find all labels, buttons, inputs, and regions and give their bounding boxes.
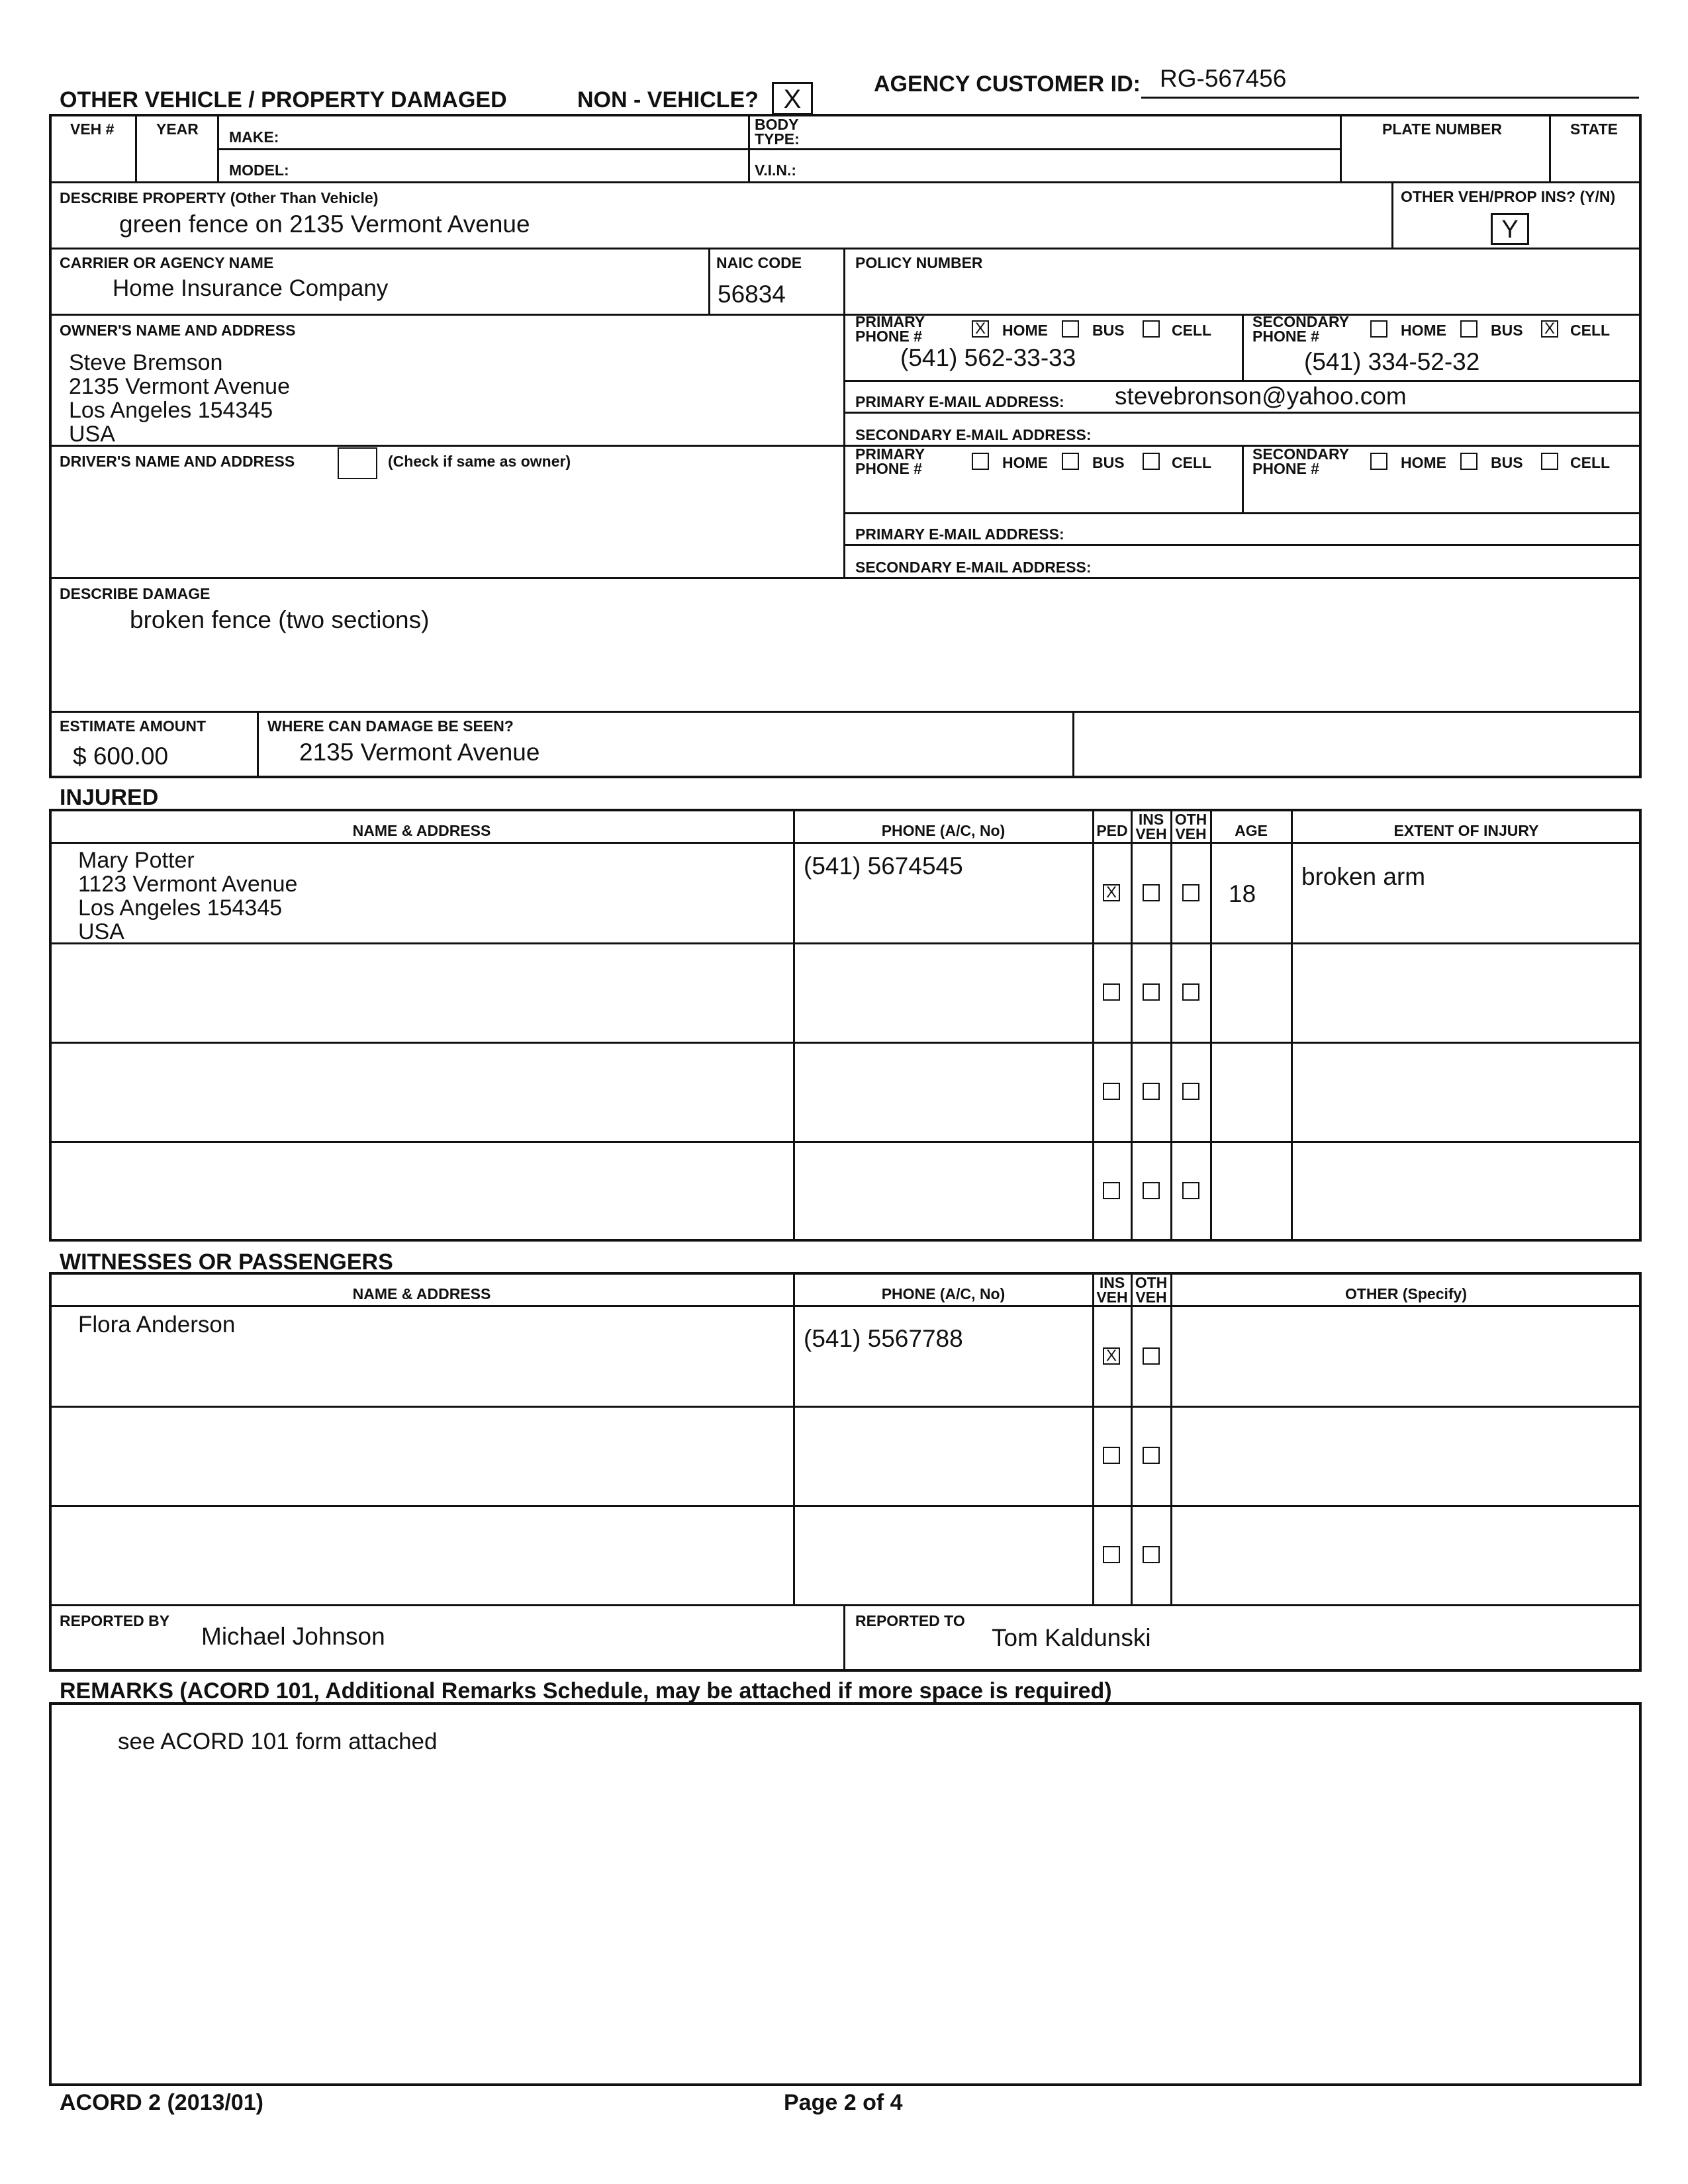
section-title: OTHER VEHICLE / PROPERTY DAMAGED (60, 87, 507, 113)
witnesses-col-other: OTHER (Specify) (1344, 1285, 1468, 1302)
injured-row-4-ped-checkbox[interactable] (1103, 1182, 1120, 1199)
remarks-value[interactable]: see ACORD 101 form attached (118, 1729, 438, 1754)
driver-primary-bus-checkbox[interactable] (1062, 453, 1079, 470)
divider (1072, 712, 1074, 777)
driver-primary-phone-label: PRIMARY PHONE # (855, 445, 925, 477)
other-ins-box[interactable]: Y (1491, 213, 1529, 245)
owner-secondary-bus-checkbox[interactable] (1460, 320, 1477, 338)
divider (1291, 810, 1293, 1240)
owner-primary-email-label: PRIMARY E-MAIL ADDRESS: (855, 393, 1064, 410)
injured-row-2-ped-checkbox[interactable] (1103, 983, 1120, 1001)
witnesses-col-ins-veh: INS VEH (1096, 1274, 1128, 1306)
divider (50, 248, 1640, 250)
divider (843, 249, 845, 445)
witness-row-1-name[interactable]: Flora Anderson (78, 1312, 236, 1338)
agency-id-value[interactable]: RG-567456 (1160, 65, 1287, 92)
divider (50, 842, 1640, 844)
divider (50, 1305, 1640, 1307)
home-label: HOME (1002, 322, 1048, 339)
divider (135, 115, 137, 181)
driver-secondary-home-checkbox[interactable] (1370, 453, 1387, 470)
divider (218, 148, 1340, 150)
driver-primary-email-label: PRIMARY E-MAIL ADDRESS: (855, 525, 1064, 543)
owner-primary-cell-checkbox[interactable] (1143, 320, 1160, 338)
same-as-owner-label: (Check if same as owner) (388, 453, 571, 470)
divider (50, 711, 1640, 713)
owner-secondary-home-checkbox[interactable] (1370, 320, 1387, 338)
bus-label: BUS (1092, 454, 1125, 471)
reported-by-value[interactable]: Michael Johnson (201, 1623, 385, 1650)
owner-value[interactable]: Steve Bremson 2135 Vermont Avenue Los Angeles 154345 USA (69, 350, 290, 447)
owner-primary-phone-label: PRIMARY PHONE # (855, 313, 925, 345)
divider (50, 1042, 1640, 1044)
divider (1131, 810, 1133, 1240)
injured-row-1-ins-checkbox[interactable] (1143, 884, 1160, 901)
home-label: HOME (1002, 454, 1048, 471)
owner-secondary-cell-checkbox[interactable]: X (1541, 320, 1558, 338)
witnesses-title: WITNESSES OR PASSENGERS (60, 1250, 393, 1275)
divider (1170, 1273, 1172, 1604)
divider (1092, 810, 1094, 1240)
injured-title: INJURED (60, 785, 159, 810)
cell-label: CELL (1172, 322, 1212, 339)
injured-col-name: NAME & ADDRESS (352, 822, 491, 839)
state-label: STATE (1570, 120, 1618, 138)
reported-to-value[interactable]: Tom Kaldunski (992, 1624, 1151, 1651)
describe-property-label: DESCRIBE PROPERTY (Other Than Vehicle) (60, 189, 379, 206)
injured-col-ins-veh: INS VEH (1135, 811, 1167, 842)
where-seen-label: WHERE CAN DAMAGE BE SEEN? (267, 717, 514, 735)
form-id: ACORD 2 (2013/01) (60, 2090, 264, 2115)
where-seen-value[interactable]: 2135 Vermont Avenue (299, 739, 540, 766)
driver-secondary-email-label: SECONDARY E-MAIL ADDRESS: (855, 559, 1092, 576)
divider (845, 512, 1640, 514)
remarks-title: REMARKS (ACORD 101, Additional Remarks Schedule, may be attached if more space is required) (60, 1678, 1112, 1704)
bus-label: BUS (1092, 322, 1125, 339)
witnesses-col-name: NAME & ADDRESS (352, 1285, 491, 1302)
injured-row-3-ped-checkbox[interactable] (1103, 1083, 1120, 1100)
divider (793, 1273, 795, 1604)
driver-secondary-cell-checkbox[interactable] (1541, 453, 1558, 470)
divider (50, 1141, 1640, 1143)
divider (1549, 115, 1551, 181)
witnesses-col-phone: PHONE (A/C, No) (881, 1285, 1006, 1302)
injured-row-2-oth-checkbox[interactable] (1182, 983, 1199, 1001)
cell-label: CELL (1570, 454, 1611, 471)
injured-row-3-ins-checkbox[interactable] (1143, 1083, 1160, 1100)
injured-row-1-oth-checkbox[interactable] (1182, 884, 1199, 901)
divider (1391, 183, 1393, 248)
divider (50, 1406, 1640, 1408)
agency-id-underline (1141, 97, 1639, 99)
divider (50, 181, 1640, 183)
driver-primary-home-checkbox[interactable] (972, 453, 989, 470)
divider (50, 577, 1640, 579)
injured-row-1-age[interactable]: 18 (1229, 880, 1256, 907)
injured-row-1-extent[interactable]: broken arm (1301, 863, 1426, 890)
divider (50, 314, 1640, 316)
non-vehicle-checkbox[interactable]: X (772, 82, 813, 115)
remarks-box (49, 1702, 1642, 2086)
bus-label: BUS (1491, 454, 1523, 471)
divider (50, 445, 1640, 447)
vin-label: V.I.N.: (755, 161, 797, 179)
injured-row-1-phone[interactable]: (541) 5674545 (804, 852, 963, 880)
page-number: Page 2 of 4 (784, 2090, 903, 2115)
injured-col-extent: EXTENT OF INJURY (1393, 822, 1539, 839)
divider (708, 249, 710, 314)
divider (1170, 810, 1172, 1240)
model-label: MODEL: (229, 161, 289, 179)
estimate-value[interactable]: $ 600.00 (73, 743, 169, 770)
owner-primary-phone-value[interactable]: (541) 562-33-33 (900, 344, 1076, 371)
divider (257, 712, 259, 777)
divider (845, 412, 1640, 414)
injured-row-1-ped-checkbox[interactable]: X (1103, 884, 1120, 901)
home-label: HOME (1401, 322, 1446, 339)
owner-primary-bus-checkbox[interactable] (1062, 320, 1079, 338)
injured-row-4-oth-checkbox[interactable] (1182, 1182, 1199, 1199)
witness-row-3-ins-checkbox[interactable] (1103, 1546, 1120, 1563)
cell-label: CELL (1172, 454, 1212, 471)
owner-primary-email-value[interactable]: stevebronson@yahoo.com (1115, 383, 1407, 410)
carrier-value[interactable]: Home Insurance Company (113, 275, 389, 301)
divider (793, 810, 795, 1240)
injured-col-oth-veh: OTH VEH (1174, 811, 1207, 842)
owner-primary-home-checkbox[interactable]: X (972, 320, 989, 338)
other-ins-label: OTHER VEH/PROP INS? (Y/N) (1401, 188, 1616, 205)
witness-row-1-oth-checkbox[interactable] (1143, 1347, 1160, 1365)
divider (845, 544, 1640, 546)
witness-row-1-phone[interactable]: (541) 5567788 (804, 1325, 963, 1352)
body-type-label: BODY TYPE: (755, 116, 800, 148)
describe-damage-value[interactable]: broken fence (two sections) (130, 606, 430, 633)
driver-primary-cell-checkbox[interactable] (1143, 453, 1160, 470)
owner-label: OWNER'S NAME AND ADDRESS (60, 322, 296, 339)
divider (843, 1606, 845, 1670)
injured-col-phone: PHONE (A/C, No) (881, 822, 1006, 839)
injured-col-ped: PED (1096, 822, 1128, 839)
non-vehicle-label: NON - VEHICLE? (577, 87, 759, 113)
owner-secondary-phone-label: SECONDARY PHONE # (1252, 313, 1350, 345)
divider (1092, 1273, 1094, 1604)
bus-label: BUS (1491, 322, 1523, 339)
divider (50, 1505, 1640, 1507)
carrier-label: CARRIER OR AGENCY NAME (60, 254, 274, 271)
estimate-label: ESTIMATE AMOUNT (60, 717, 207, 735)
describe-damage-label: DESCRIBE DAMAGE (60, 585, 211, 602)
reported-by-label: REPORTED BY (60, 1612, 170, 1629)
owner-secondary-email-label: SECONDARY E-MAIL ADDRESS: (855, 426, 1092, 443)
divider (1210, 810, 1212, 1240)
describe-property-value[interactable]: green fence on 2135 Vermont Avenue (119, 210, 530, 238)
driver-secondary-bus-checkbox[interactable] (1460, 453, 1477, 470)
witnesses-col-oth-veh: OTH VEH (1135, 1274, 1168, 1306)
witness-row-2-ins-checkbox[interactable] (1103, 1447, 1120, 1464)
witness-row-2-oth-checkbox[interactable] (1143, 1447, 1160, 1464)
policy-number-label: POLICY NUMBER (855, 254, 983, 271)
reported-to-label: REPORTED TO (855, 1612, 965, 1629)
cell-label: CELL (1570, 322, 1611, 339)
driver-label: DRIVER'S NAME AND ADDRESS (60, 453, 295, 470)
injured-row-1-name[interactable]: Mary Potter 1123 Vermont Avenue Los Angeles 154345 USA (78, 848, 298, 944)
naic-code-value[interactable]: 56834 (718, 281, 786, 308)
naic-code-label: NAIC CODE (716, 254, 802, 271)
divider (845, 380, 1640, 382)
injured-row-2-ins-checkbox[interactable] (1143, 983, 1160, 1001)
divider (1131, 1273, 1133, 1604)
injured-row-3-oth-checkbox[interactable] (1182, 1083, 1199, 1100)
veh-number-label: VEH # (70, 120, 115, 138)
owner-secondary-phone-value[interactable]: (541) 334-52-32 (1304, 348, 1480, 375)
divider (1242, 446, 1244, 512)
witness-row-3-oth-checkbox[interactable] (1143, 1546, 1160, 1563)
injured-row-4-ins-checkbox[interactable] (1143, 1182, 1160, 1199)
divider (50, 1604, 1640, 1606)
agency-id-label: AGENCY CUSTOMER ID: (874, 71, 1141, 97)
divider (1242, 315, 1244, 380)
plate-number-label: PLATE NUMBER (1382, 120, 1503, 138)
home-label: HOME (1401, 454, 1446, 471)
injured-col-age: AGE (1235, 822, 1268, 839)
witness-row-1-ins-checkbox[interactable]: X (1103, 1347, 1120, 1365)
year-label: YEAR (156, 120, 199, 138)
driver-secondary-phone-label: SECONDARY PHONE # (1252, 445, 1350, 477)
same-as-owner-checkbox[interactable] (338, 447, 377, 479)
make-label: MAKE: (229, 128, 279, 146)
